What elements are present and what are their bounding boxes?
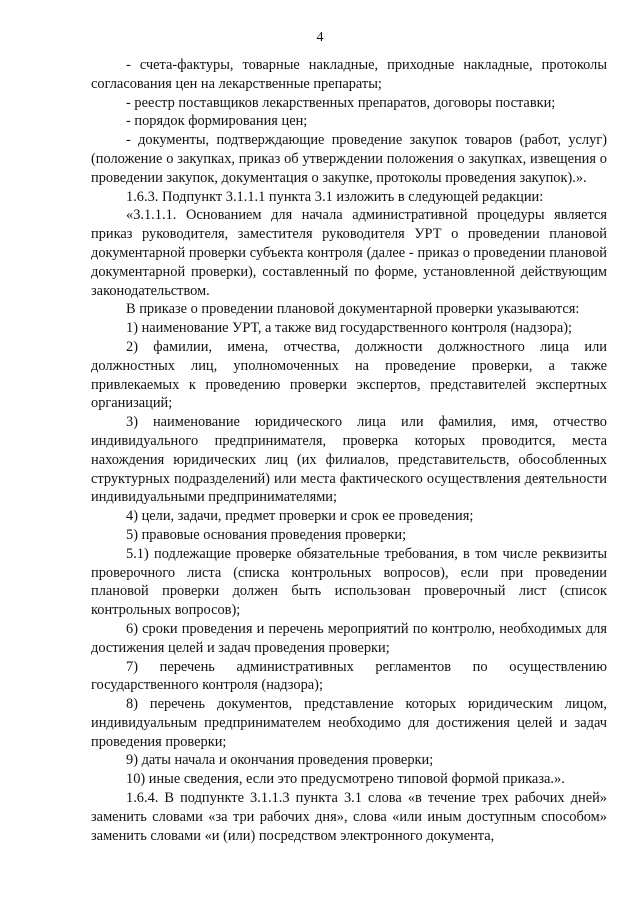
paragraph: - документы, подтверждающие проведение закупок товаров (работ, услуг) (положение о закупках, приказ об утверждении положения о закупках, извещения о проведении закупок, документация о закупке, протоколы проведения закупок).». [91,132,607,186]
paragraph: 10) иные сведения, если это предусмотрено типовой формой приказа.». [126,771,565,788]
document-body [91,56,607,845]
paragraph: 7) перечень административных регламентов по осуществлению государственного контроля (надзора); [91,658,607,694]
paragraph: 3) наименование юридического лица или фамилия, имя, отчество индивидуального предпринимателя, проверка которых проводится, места нахождения юридических лиц (их филиалов, представительств, обособленных структурных подразделений) или места фактического осуществления деятельности индивидуальными предпринимателями; [91,414,607,506]
paragraph: 8) перечень документов, представление которых юридическим лицом, индивидуальным предпринимателем необходимо для достижения целей и задач проведения проверки; [91,696,607,750]
paragraph: - порядок формирования цен; [126,113,308,130]
paragraph: 5.1) подлежащие проверке обязательные требования, в том числе реквизиты проверочного листа (списка контрольных вопросов), если при проведении плановой проверки должен быть использован проверочный лист (список контрольных вопросов); [91,545,607,619]
paragraph: 4) цели, задачи, предмет проверки и срок ее проведения; [126,508,474,525]
paragraph: В приказе о проведении плановой документарной проверки указываются: [126,301,580,318]
paragraph: 1.6.4. В подпункте 3.1.1.3 пункта 3.1 слова «в течение трех рабочих дней» заменить словами «за три рабочих дня», слова «или иным доступным способом» заменить словами «и (или) посредством электронного документа, [91,790,607,844]
paragraph: 2) фамилии, имена, отчества, должности должностного лица или должностных лиц, уполномоченных на проведение проверки, а также привлекаемых к проведению проверки экспертов, представителей экспертных организаций; [91,338,607,412]
paragraph: 9) даты начала и окончания проведения проверки; [126,752,434,769]
paragraph: 5) правовые основания проведения проверки; [126,526,407,543]
paragraph: «3.1.1.1. Основанием для начала административной процедуры является приказ руководителя, заместителя руководителя УРТ о проведении плановой документарной проверки субъекта контроля (далее - приказ о проведении плановой документарной проверки), составленный по форме, установленной действующим законодательством. [91,207,607,299]
paragraph: - счета-фактуры, товарные накладные, приходные накладные, протоколы согласования цен на лекарственные препараты; [91,57,607,92]
paragraph: 1.6.3. Подпункт 3.1.1.1 пункта 3.1 изложить в следующей редакции: [126,188,544,205]
paragraph: - реестр поставщиков лекарственных препаратов, договоры поставки; [126,94,556,111]
paragraph: 6) сроки проведения и перечень мероприятий по контролю, необходимых для достижения целей и задач проведения проверки; [91,620,607,656]
paragraph: 1) наименование УРТ, а также вид государственного контроля (надзора); [126,320,573,337]
page-number: 4 [316,30,324,45]
